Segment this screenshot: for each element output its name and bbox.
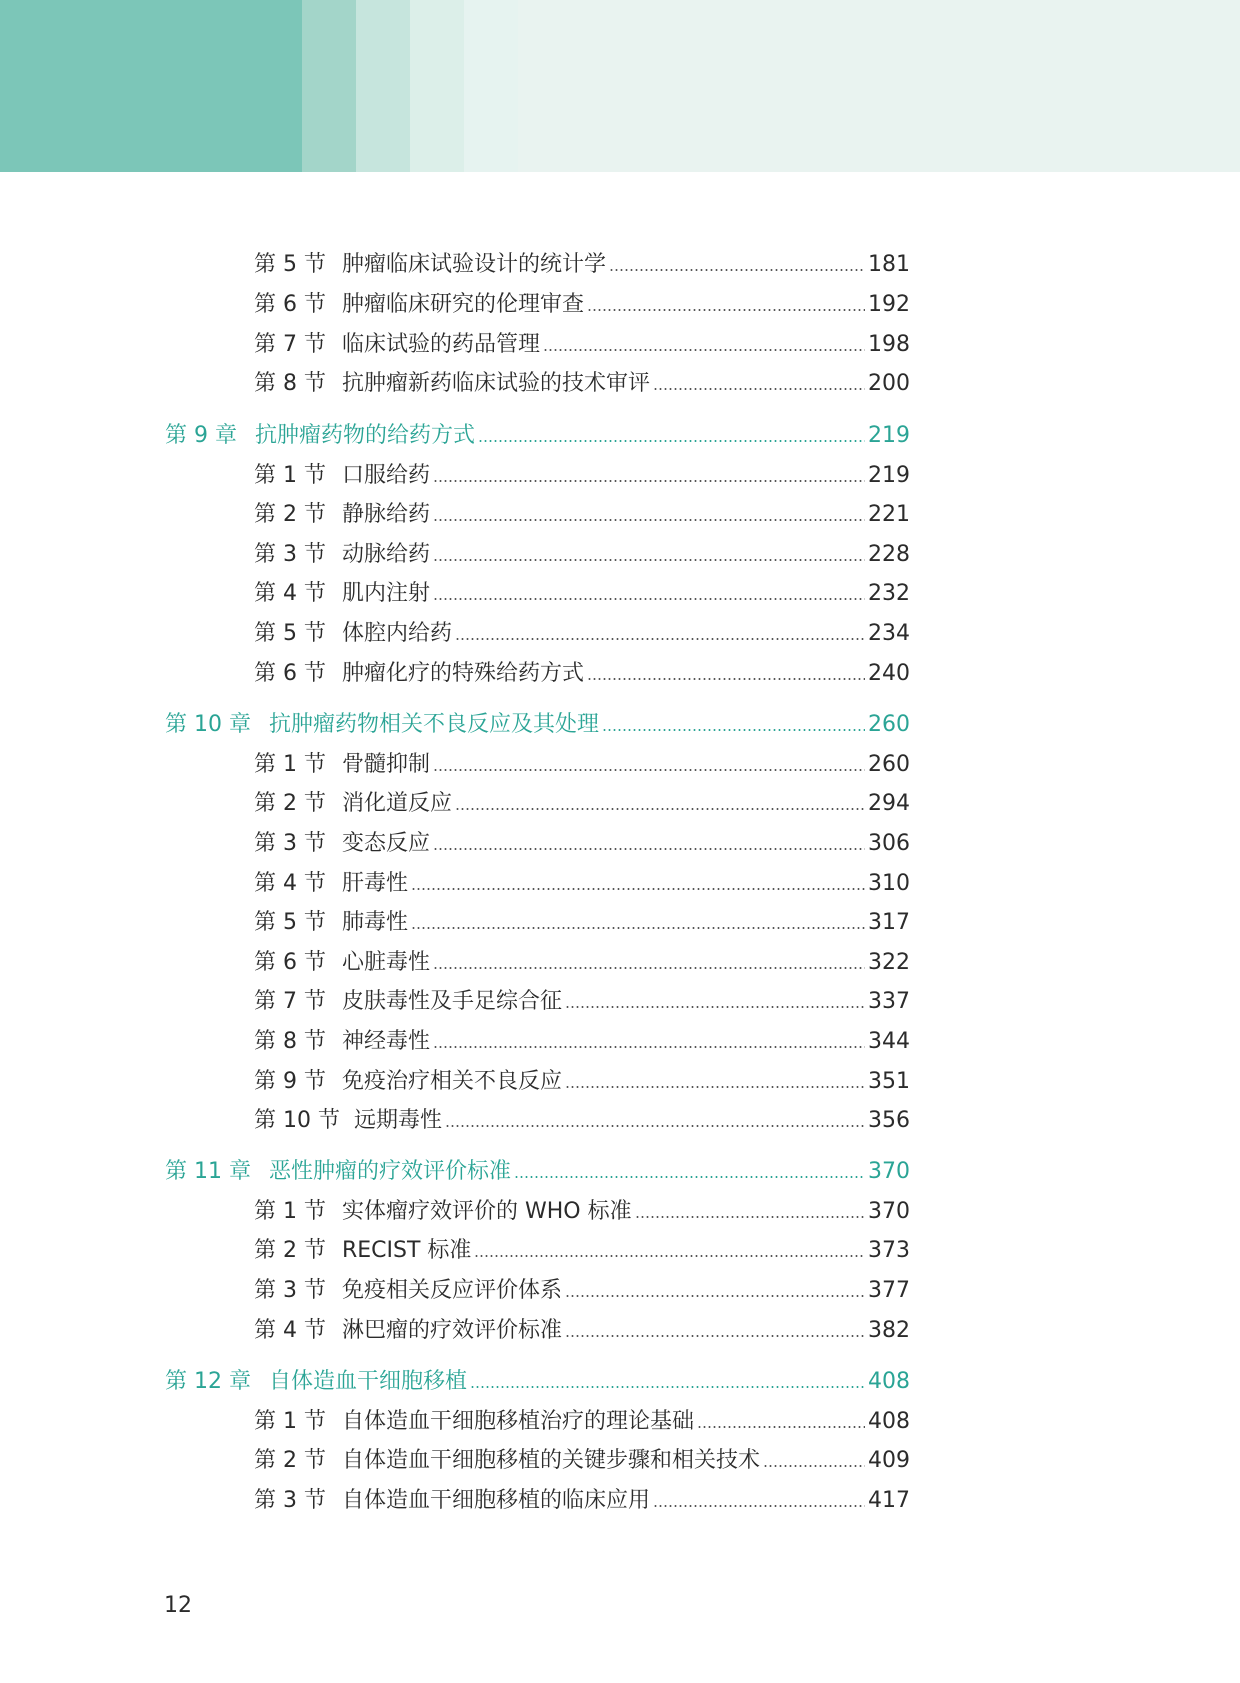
section-label: 第 4 节 (254, 1318, 326, 1343)
section-label: 第 2 节 (254, 1238, 326, 1263)
header-band-stripe (302, 0, 356, 172)
section-label: 第 5 节 (254, 621, 326, 646)
section-title: 皮肤毒性及手足综合征 (342, 989, 563, 1014)
section-label: 第 5 节 (254, 252, 326, 277)
section-title: RECIST 标准 (342, 1238, 472, 1263)
section-title: 肺毒性 (342, 910, 409, 935)
section-label: 第 2 节 (254, 502, 326, 527)
section-title: 肝毒性 (342, 871, 409, 896)
section-title: 肌内注射 (342, 581, 431, 606)
dot-leader (433, 967, 865, 969)
section-title: 远期毒性 (354, 1108, 443, 1133)
dot-leader (478, 440, 865, 442)
section-label: 第 3 节 (254, 1488, 326, 1513)
dot-leader (433, 598, 865, 600)
section-title: 静脉给药 (342, 502, 431, 527)
header-color-band (0, 0, 1240, 172)
section-label: 第 3 节 (254, 542, 326, 567)
page-ref: 234 (868, 621, 910, 646)
toc-section-row[interactable] (254, 1233, 910, 1269)
chapter-title: 自体造血干细胞移植 (269, 1369, 468, 1394)
dot-leader (543, 349, 865, 351)
toc-section-row[interactable] (254, 866, 910, 902)
page-ref: 200 (868, 371, 910, 396)
page-ref: 408 (868, 1369, 910, 1394)
dot-leader (474, 1255, 865, 1257)
page-ref: 306 (868, 831, 910, 856)
toc-chapter-row[interactable] (165, 1154, 910, 1190)
dot-leader (565, 1335, 865, 1337)
toc-section-row[interactable] (254, 786, 910, 822)
page-ref: 322 (868, 950, 910, 975)
dot-leader (433, 848, 865, 850)
dot-leader (470, 1386, 865, 1388)
dot-leader (653, 1505, 865, 1507)
section-label: 第 9 节 (254, 1069, 326, 1094)
section-title: 肿瘤临床试验设计的统计学 (342, 252, 607, 277)
page-ref: 219 (868, 423, 910, 448)
dot-leader (433, 769, 865, 771)
page-ref: 373 (868, 1238, 910, 1263)
dot-leader (455, 638, 865, 640)
section-label: 第 8 节 (254, 1029, 326, 1054)
dot-leader (433, 480, 865, 482)
section-title: 实体瘤疗效评价的 WHO 标准 (342, 1199, 632, 1224)
page-ref: 370 (868, 1159, 910, 1184)
toc-section-row[interactable] (254, 1404, 910, 1440)
dot-leader (697, 1426, 865, 1428)
dot-leader (635, 1216, 865, 1218)
header-band-stripe (410, 0, 464, 172)
dot-leader (433, 519, 865, 521)
page-ref: 192 (868, 292, 910, 317)
toc-section-row[interactable] (254, 366, 910, 402)
chapter-title: 恶性肿瘤的疗效评价标准 (269, 1159, 512, 1184)
section-label: 第 4 节 (254, 581, 326, 606)
toc-section-row[interactable] (254, 287, 910, 323)
toc-section-row[interactable] (254, 1273, 910, 1309)
page-ref: 337 (868, 989, 910, 1014)
section-label: 第 3 节 (254, 831, 326, 856)
toc-section-row[interactable] (254, 1443, 910, 1479)
page-ref: 228 (868, 542, 910, 567)
page-ref: 260 (868, 712, 910, 737)
toc-section-row[interactable] (254, 616, 910, 652)
toc-section-row[interactable] (254, 576, 910, 612)
dot-leader (514, 1176, 865, 1178)
toc-section-row[interactable] (254, 1064, 910, 1100)
section-label: 第 1 节 (254, 463, 326, 488)
section-label: 第 2 节 (254, 791, 326, 816)
chapter-title: 抗肿瘤药物相关不良反应及其处理 (269, 712, 600, 737)
section-title: 口服给药 (342, 463, 431, 488)
toc-section-row[interactable] (254, 1313, 910, 1349)
section-title: 抗肿瘤新药临床试验的技术审评 (342, 371, 651, 396)
page-number: 12 (164, 1593, 192, 1618)
chapter-label: 第 10 章 (165, 712, 251, 737)
dot-leader (433, 1046, 865, 1048)
section-title: 免疫治疗相关不良反应 (342, 1069, 563, 1094)
header-band-stripe (518, 0, 1240, 172)
section-label: 第 7 节 (254, 989, 326, 1014)
page-ref: 232 (868, 581, 910, 606)
dot-leader (433, 559, 865, 561)
page-ref: 408 (868, 1409, 910, 1434)
dot-leader (411, 888, 865, 890)
section-title: 变态反应 (342, 831, 431, 856)
page-ref: 417 (868, 1488, 910, 1513)
page-ref: 181 (868, 252, 910, 277)
dot-leader (763, 1465, 865, 1467)
chapter-label: 第 9 章 (165, 423, 237, 448)
page-ref: 317 (868, 910, 910, 935)
page-ref: 310 (868, 871, 910, 896)
page-ref: 409 (868, 1448, 910, 1473)
chapter-label: 第 12 章 (165, 1369, 251, 1394)
section-title: 自体造血干细胞移植的临床应用 (342, 1488, 651, 1513)
toc-section-row[interactable] (254, 826, 910, 862)
section-label: 第 8 节 (254, 371, 326, 396)
section-label: 第 1 节 (254, 1199, 326, 1224)
dot-leader (609, 269, 865, 271)
toc-section-row[interactable] (254, 905, 910, 941)
dot-leader (565, 1086, 865, 1088)
section-title: 肿瘤化疗的特殊给药方式 (342, 661, 585, 686)
section-label: 第 4 节 (254, 871, 326, 896)
dot-leader (565, 1295, 865, 1297)
toc-section-row[interactable] (254, 458, 910, 494)
section-label: 第 10 节 (254, 1108, 340, 1133)
section-title: 肿瘤临床研究的伦理审查 (342, 292, 585, 317)
toc-chapter-row[interactable] (165, 418, 910, 454)
toc-chapter-row[interactable] (165, 707, 910, 743)
toc-section-row[interactable] (254, 497, 910, 533)
page-ref: 294 (868, 791, 910, 816)
section-label: 第 6 节 (254, 292, 326, 317)
page-ref: 377 (868, 1278, 910, 1303)
section-label: 第 1 节 (254, 1409, 326, 1434)
toc-section-row[interactable] (254, 1194, 910, 1230)
page-ref: 382 (868, 1318, 910, 1343)
toc-section-row[interactable] (254, 1103, 910, 1139)
section-title: 骨髓抑制 (342, 752, 431, 777)
section-title: 临床试验的药品管理 (342, 332, 541, 357)
header-band-stripe (0, 0, 302, 172)
chapter-title: 抗肿瘤药物的给药方式 (255, 423, 476, 448)
toc-section-row[interactable] (254, 1483, 910, 1519)
dot-leader (653, 388, 865, 390)
section-title: 消化道反应 (342, 791, 453, 816)
page-ref: 260 (868, 752, 910, 777)
section-title: 神经毒性 (342, 1029, 431, 1054)
toc-section-row[interactable] (254, 327, 910, 363)
section-label: 第 1 节 (254, 752, 326, 777)
toc-section-row[interactable] (254, 1024, 910, 1060)
section-title: 心脏毒性 (342, 950, 431, 975)
section-label: 第 6 节 (254, 661, 326, 686)
page-ref: 351 (868, 1069, 910, 1094)
header-band-stripe (464, 0, 518, 172)
section-title: 自体造血干细胞移植的关键步骤和相关技术 (342, 1448, 761, 1473)
dot-leader (411, 927, 865, 929)
toc-section-row[interactable] (254, 747, 910, 783)
page-ref: 198 (868, 332, 910, 357)
toc-section-row[interactable] (254, 656, 910, 692)
section-title: 自体造血干细胞移植治疗的理论基础 (342, 1409, 695, 1434)
dot-leader (565, 1006, 865, 1008)
toc-section-row[interactable] (254, 247, 910, 283)
header-band-stripe (356, 0, 410, 172)
dot-leader (587, 309, 865, 311)
toc-section-row[interactable] (254, 945, 910, 981)
chapter-label: 第 11 章 (165, 1159, 251, 1184)
toc-section-row[interactable] (254, 984, 910, 1020)
section-title: 体腔内给药 (342, 621, 453, 646)
section-title: 免疫相关反应评价体系 (342, 1278, 563, 1303)
page-ref: 221 (868, 502, 910, 527)
section-label: 第 6 节 (254, 950, 326, 975)
section-label: 第 2 节 (254, 1448, 326, 1473)
section-title: 淋巴瘤的疗效评价标准 (342, 1318, 563, 1343)
page-ref: 356 (868, 1108, 910, 1133)
page-ref: 240 (868, 661, 910, 686)
section-label: 第 7 节 (254, 332, 326, 357)
section-label: 第 3 节 (254, 1278, 326, 1303)
section-title: 动脉给药 (342, 542, 431, 567)
dot-leader (587, 678, 865, 680)
dot-leader (455, 808, 865, 810)
toc-section-row[interactable] (254, 537, 910, 573)
page-ref: 344 (868, 1029, 910, 1054)
page-ref: 219 (868, 463, 910, 488)
dot-leader (445, 1125, 865, 1127)
dot-leader (602, 729, 865, 731)
section-label: 第 5 节 (254, 910, 326, 935)
page-ref: 370 (868, 1199, 910, 1224)
toc-chapter-row[interactable] (165, 1364, 910, 1400)
